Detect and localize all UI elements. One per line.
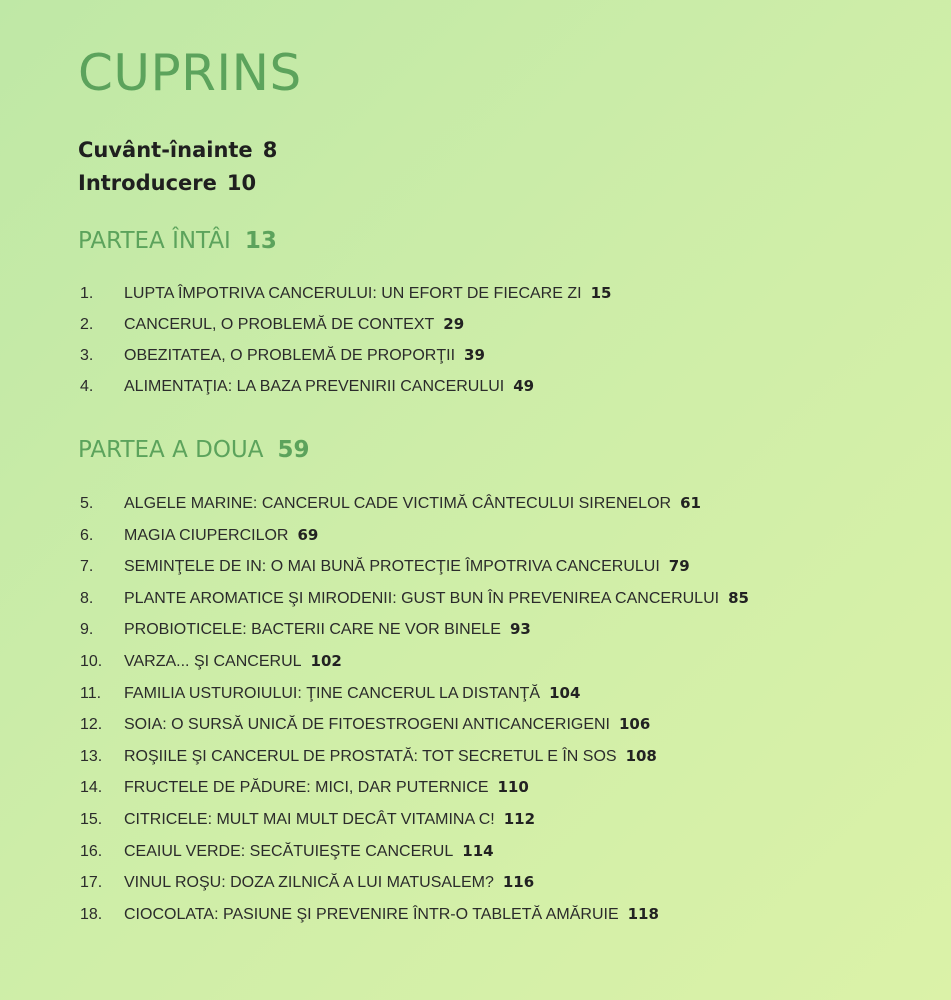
chapter-page: 79 xyxy=(668,557,690,576)
chapter-page: 85 xyxy=(728,588,749,607)
chapter-page: 104 xyxy=(549,683,581,702)
toc-entry xyxy=(80,557,749,589)
chapter-number: 6. xyxy=(80,526,94,544)
part-heading-1 xyxy=(78,228,277,254)
toc-entry xyxy=(80,315,611,346)
intro-item-introduction xyxy=(78,167,277,200)
chapter-page: 106 xyxy=(619,715,651,734)
intro-item-label: Cuvânt-înainte xyxy=(78,138,253,162)
chapter-page: 118 xyxy=(627,904,659,923)
chapter-page: 29 xyxy=(443,315,465,333)
chapter-number: 8. xyxy=(80,589,94,607)
intro-item-page: 8 xyxy=(262,138,278,162)
chapter-title: MAGIA CIUPERCILOR xyxy=(124,526,289,544)
chapter-page: 15 xyxy=(590,284,612,302)
chapter-number: 12. xyxy=(80,716,103,734)
toc-entry xyxy=(80,652,749,684)
chapter-page: 61 xyxy=(680,494,701,512)
part-label: PARTEA ÎNTÂI xyxy=(78,228,231,254)
chapter-title: OBEZITATEA, O PROBLEMĂ DE PROPORŢII xyxy=(124,347,456,364)
chapter-number: 16. xyxy=(80,842,103,860)
chapter-number: 9. xyxy=(80,621,94,639)
chapter-number: 18. xyxy=(80,905,103,923)
chapter-page: 108 xyxy=(625,746,657,765)
chapter-page: 49 xyxy=(513,377,535,395)
intro-item-label: Introducere xyxy=(78,171,217,195)
chapter-page: 112 xyxy=(503,809,536,828)
chapter-number: 14. xyxy=(80,779,103,797)
toc-entry xyxy=(80,905,749,937)
toc-entry xyxy=(80,842,749,874)
chapter-number: 1. xyxy=(80,285,94,302)
chapter-title: VINUL ROŞU: DOZA ZILNICĂ A LUI MATUSALEM? xyxy=(124,874,494,892)
part-label: PARTEA A DOUA xyxy=(78,437,264,463)
toc-entry xyxy=(80,873,749,905)
chapter-page: 116 xyxy=(502,873,535,892)
toc-entry xyxy=(80,620,749,652)
chapter-title: FRUCTELE DE PĂDURE: MICI, DAR PUTERNICE xyxy=(124,779,489,797)
chapter-title: ROŞIILE ŞI CANCERUL DE PROSTATĂ: TOT SECRETUL E ÎN SOS xyxy=(124,747,617,765)
chapter-title: PROBIOTICELE: BACTERII CARE NE VOR BINELE xyxy=(124,621,501,639)
intro-item-foreword xyxy=(78,134,277,167)
page-title: CUPRINS xyxy=(78,44,302,102)
toc-entry xyxy=(80,747,749,779)
chapter-title: ALGELE MARINE: CANCERUL CADE VICTIMĂ CÂNTECULUI SIRENELOR xyxy=(124,495,672,512)
chapter-number: 5. xyxy=(80,495,94,512)
chapter-number: 17. xyxy=(80,874,103,892)
part-2-chapter-list xyxy=(80,494,749,936)
toc-entry xyxy=(80,377,611,408)
intro-item-page: 10 xyxy=(226,171,257,195)
chapter-page: 110 xyxy=(497,778,529,797)
toc-entry xyxy=(80,684,749,716)
part-heading-2 xyxy=(78,437,310,463)
chapter-title: CIOCOLATA: PASIUNE ŞI PREVENIRE ÎNTR-O TABLETĂ AMĂRUIE xyxy=(124,905,619,923)
part-1-chapter-list xyxy=(80,284,611,408)
toc-entry xyxy=(80,589,749,621)
chapter-page: 69 xyxy=(297,525,319,544)
toc-entry xyxy=(80,715,749,747)
chapter-title: CITRICELE: MULT MAI MULT DECÂT VITAMINA C! xyxy=(124,810,495,828)
chapter-number: 4. xyxy=(80,378,94,395)
toc-entry xyxy=(80,284,611,315)
chapter-number: 7. xyxy=(80,558,94,576)
part-page: 13 xyxy=(244,228,277,254)
toc-entry xyxy=(80,778,749,810)
chapter-title: SEMINŢELE DE IN: O MAI BUNĂ PROTECŢIE ÎMPOTRIVA CANCERULUI xyxy=(124,558,660,576)
intro-section xyxy=(78,134,277,200)
chapter-number: 11. xyxy=(80,684,102,702)
chapter-number: 15. xyxy=(80,810,103,828)
toc-entry xyxy=(80,810,749,842)
chapter-title: PLANTE AROMATICE ŞI MIRODENII: GUST BUN ÎN PREVENIREA CANCERULUI xyxy=(124,589,720,607)
chapter-title: CANCERUL, O PROBLEMĂ DE CONTEXT xyxy=(124,316,435,333)
chapter-page: 39 xyxy=(464,346,485,364)
chapter-number: 13. xyxy=(80,747,103,765)
chapter-title: SOIA: O SURSĂ UNICĂ DE FITOESTROGENI ANTICANCERIGENI xyxy=(124,716,610,734)
chapter-number: 3. xyxy=(80,347,94,364)
part-page: 59 xyxy=(277,437,310,463)
chapter-page: 114 xyxy=(462,841,494,860)
chapter-number: 10. xyxy=(80,652,103,670)
chapter-title: VARZA... ŞI CANCERUL xyxy=(124,652,302,670)
chapter-title: ALIMENTAŢIA: LA BAZA PREVENIRII CANCERULUI xyxy=(124,378,505,395)
chapter-title: LUPTA ÎMPOTRIVA CANCERULUI: UN EFORT DE FIECARE ZI xyxy=(124,285,582,302)
chapter-number: 2. xyxy=(80,316,94,333)
chapter-title: CEAIUL VERDE: SECĂTUIEŞTE CANCERUL xyxy=(124,842,454,860)
chapter-page: 93 xyxy=(509,620,531,639)
toc-entry xyxy=(80,346,611,377)
toc-entry xyxy=(80,494,749,526)
chapter-title: FAMILIA USTUROIULUI: ŢINE CANCERUL LA DISTANŢĂ xyxy=(124,684,541,702)
toc-entry xyxy=(80,526,749,558)
chapter-page: 102 xyxy=(310,651,342,670)
